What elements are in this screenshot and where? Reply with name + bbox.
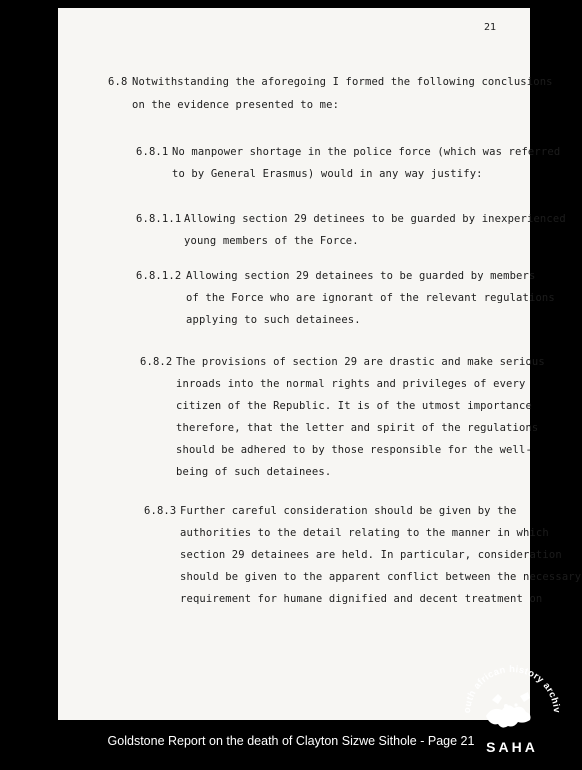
svg-text:south african history archive bbox=[456, 648, 562, 714]
document-page bbox=[58, 8, 582, 720]
page-number: 21 bbox=[483, 22, 496, 33]
logo-abbrev: SAHA bbox=[486, 739, 538, 755]
paragraph-line: No manpower shortage in the police force (which was referred bbox=[172, 146, 561, 158]
saha-seal-icon bbox=[456, 648, 568, 766]
paragraph-line: authorities to the detail relating to the manner in which bbox=[180, 527, 549, 539]
logo-arc-text: outh african history archiv bbox=[461, 663, 563, 714]
paragraph-line: to by General Erasmus) would in any way justify: bbox=[172, 168, 483, 180]
image-caption: Goldstone Report on the death of Clayton Sizwe Sithole - Page 21 bbox=[107, 734, 475, 748]
paragraph-line: should be given to the apparent conflict between the necessary bbox=[180, 571, 582, 583]
saha-logo bbox=[456, 648, 568, 766]
paragraph-label-6-8: 6.8 bbox=[108, 76, 128, 88]
paragraph-line: should be adhered to by those responsible for the well- bbox=[176, 444, 532, 456]
paragraph-line: requirement for humane dignified and decent treatment on bbox=[180, 593, 543, 605]
paragraph-line: Allowing section 29 detainees to be guarded by members bbox=[186, 270, 536, 282]
paragraph-line: applying to such detainees. bbox=[186, 314, 361, 326]
paragraph-label-6-8-1-2: 6.8.1.2 bbox=[136, 270, 182, 282]
paragraph-line: Further careful consideration should be given by the bbox=[180, 505, 517, 517]
paragraph-line: citizen of the Republic. It is of the utmost importance bbox=[176, 400, 532, 412]
paragraph-label-6-8-2: 6.8.2 bbox=[140, 356, 173, 368]
paragraph-line: of the Force who are ignorant of the relevant regulations bbox=[186, 292, 555, 304]
paragraph-line: Allowing section 29 detinees to be guarded by inexperienced bbox=[184, 213, 566, 225]
paragraph-label-6-8-1: 6.8.1 bbox=[136, 146, 169, 158]
paragraph-line: section 29 detainees are held. In particular, consideration bbox=[180, 549, 562, 561]
paragraph-line: being of such detainees. bbox=[176, 466, 332, 478]
paragraph-label-6-8-1-1: 6.8.1.1 bbox=[136, 213, 182, 225]
paragraph-line: Notwithstanding the aforegoing I formed the following conclusions bbox=[132, 76, 553, 88]
paragraph-line: young members of the Force. bbox=[184, 235, 359, 247]
paragraph-line: on the evidence presented to me: bbox=[132, 99, 340, 111]
paragraph-line: therefore, that the letter and spirit of the regulations bbox=[176, 422, 539, 434]
paragraph-label-6-8-3: 6.8.3 bbox=[144, 505, 177, 517]
paragraph-line: The provisions of section 29 are drastic and make serious bbox=[176, 356, 545, 368]
paragraph-line: inroads into the normal rights and privileges of every bbox=[176, 378, 526, 390]
